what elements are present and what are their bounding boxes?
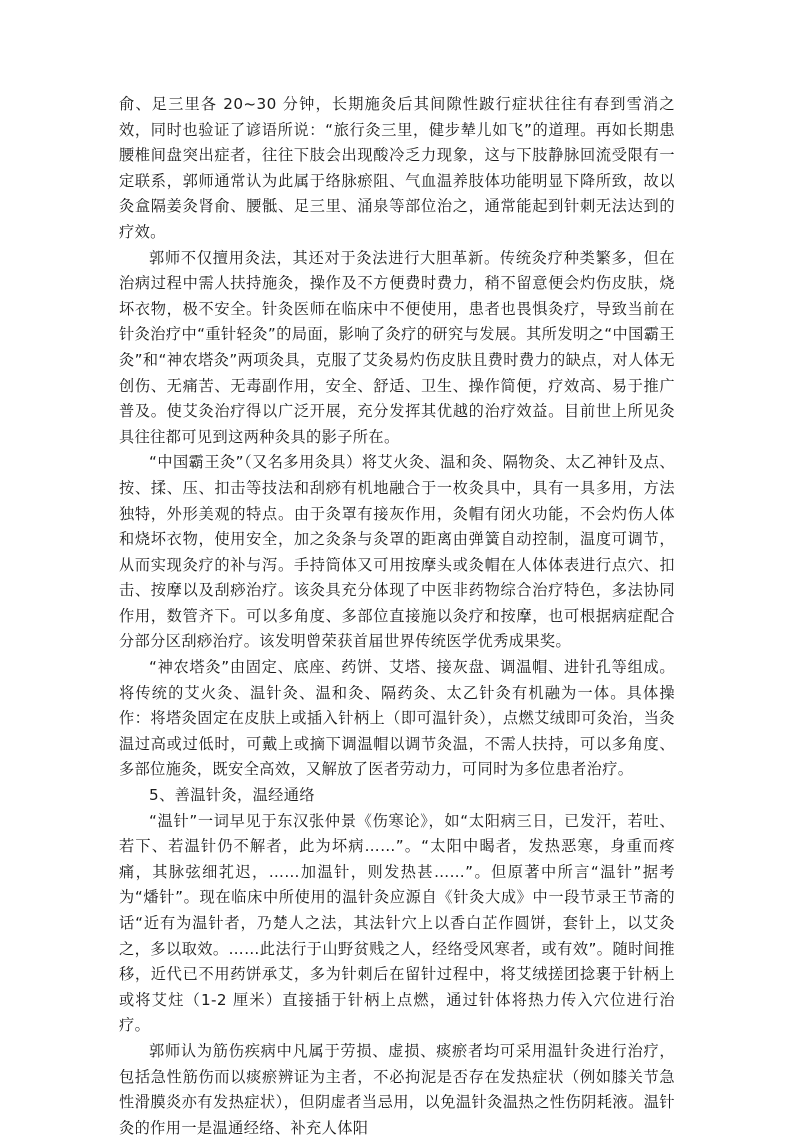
paragraph-moxibustion-innovation: 郭师不仅擅用灸法，其还对于灸法进行大胆革新。传统灸疗种类繁多，但在治病过程中需人扶持施灸，操作及不方便费时费力，稍不留意便会灼伤皮肤，烧坏衣物，极不安全。针灸医师在临床中不便使用，患者也畏惧灸疗，导致当前在针灸治疗中“重针轻灸”的局面，影响了灸疗的研究与发展。其所发明之“中国霸王灸”和“神农塔灸”两项灸具，克服了艾灸易灼伤皮肤且费时费力的缺点，对人体无创伤、无痛苦、无毒副作用，安全、舒适、卫生、操作简便，疗效高、易于推广普及。使艾灸治疗得以广泛开展，充分发挥其优越的治疗效益。目前世上所见灸具往往都可见到这两种灸具的影子所在。 — [119, 248, 675, 446]
paragraph-warm-needle-history: “温针”一词早见于东汉张仲景《伤寒论》，如“太阳病三日，已发汗，若吐、若下、若温针仍不解者，此为坏病……”。“太阳中暍者，发热恶寒，身重而疼痛，其脉弦细芤迟，……加温针，则发热甚……”。但原著中所言“温针”据考为“燔针”。现在临床中所使用的温针灸应源自《针灸大成》中一段节录王节斋的话“近有为温针者，乃楚人之法，其法针穴上以香白芷作圆饼，套针上，以艾灸之，多以取效。……此法行于山野贫贱之人，经络受风寒者，或有效”。随时间推移，近代已不用药饼承艾，多为针刺后在留针过程中，将艾绒搓团捻裹于针柄上或将艾炷（1-2 厘米）直接插于针柄上点燃，通过针体将热力传入穴位进行治疗。 — [119, 811, 675, 1035]
section-heading: 5、善温针灸，温经通络 — [149, 786, 315, 805]
paragraph-bawang-moxibustion: “中国霸王灸”（又名多用灸具）将艾火灸、温和灸、隔物灸、太乙神针及点、按、揉、压、扣击等技法和刮痧有机地融合于一枚灸具中，具有一具多用，方法独特，外形美观的特点。由于灸罩有接灰作用，灸帽有闭火功能，不会灼伤人体和烧坏衣物，使用安全，加之灸条与灸罩的距离由弹簧自动控制，温度可调节，从而实现灸疗的补与泻。手持筒体又可用按摩头或灸帽在人体体表进行点穴、扣击、按摩以及刮痧治疗。该灸具充分体现了中医非药物综合治疗特色，多法协同作用，数管齐下。可以多角度、多部位直接施以灸疗和按摩，也可根据病症配合分部分区刮痧治疗。该发明曾荣获首届世界传统医学优秀成果奖。 — [119, 453, 675, 651]
document-body — [119, 92, 675, 1141]
paragraph-moxibustion-cases: 俞、足三里各 20~30 分钟，长期施灸后其间隙性跛行症状往往有春到雪消之效，同时也验证了谚语所说：“旅行灸三里，健步辇儿如飞”的道理。再如长期患腰椎间盘突出症者，往往下肢会出现酸冷乏力现象，这与下肢静脉回流受限有一定联系，郭师通常认为此属于络脉瘀阻、气血温养肢体功能明显下降所致，故以灸盒隔姜灸肾俞、腰骶、足三里、涌泉等部位治之，通常能起到针刺无法达到的疗效。 — [119, 95, 675, 241]
paragraph-warm-needle-indications: 郭师认为筋伤疾病中凡属于劳损、虚损、痰瘀者均可采用温针灸进行治疗，包括急性筋伤而以痰瘀辨证为主者，不必拘泥是否存在发热症状（例如膝关节急性滑膜炎亦有发热症状），但阴虚者当忌用，以免温针灸温热之性伤阴耗液。温针灸的作用一是温通经络、补充人体阳 — [119, 1041, 675, 1137]
paragraph-shennong-tower-moxibustion: “神农塔灸”由固定、底座、药饼、艾塔、接灰盘、调温帽、进针孔等组成。将传统的艾火灸、温针灸、温和灸、隔药灸、太乙针灸有机融为一体。具体操作：将塔灸固定在皮肤上或插入针柄上（即可温针灸），点燃艾绒即可灸治，当灸温过高或过低时，可戴上或摘下调温帽以调节灸温，不需人扶持，可以多角度、多部位施灸，既安全高效，又解放了医者劳动力，可同时为多位患者治疗。 — [119, 658, 675, 779]
